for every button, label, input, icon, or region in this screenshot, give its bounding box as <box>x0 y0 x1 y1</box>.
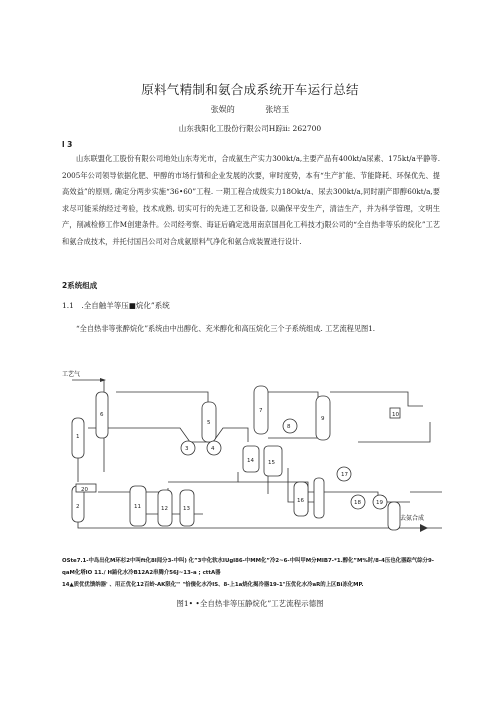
unit-label-10: 10 <box>392 412 399 418</box>
unit-label-3: 3 <box>185 446 189 452</box>
affiliation: 山东我阳化工股份行限公司H踪ii: 262700 <box>178 124 322 133</box>
unit-label-15: 15 <box>268 460 275 466</box>
unit-label-17: 17 <box>341 472 348 478</box>
unit-label-13: 13 <box>183 506 190 512</box>
unit-label-9: 9 <box>321 416 325 422</box>
document-title: 原料气精制和氨合成系统开车运行总结 <box>141 82 359 97</box>
unit-label-8: 8 <box>287 424 291 430</box>
section-2-heading: 2系统组成 <box>62 281 98 290</box>
subsection-heading: 1.1 .全自触羊等压■烷化”系统 <box>62 301 170 310</box>
unit-label-11: 11 <box>134 504 141 510</box>
legend-line: OSte7.1-中岛出化M环杉2中叫ft化8I闻分3-中叫) 化”3中化软水IUgI86-中MM化”冷2~6-中叫甲M分MIB7-*1.醇化”M%时/8-4压也化器踪气综分9- <box>62 558 434 564</box>
unit-label-12: 12 <box>161 506 168 512</box>
legend-line: 14▲质优优馈纳器' 、用正优化12百蛉-AK限化"' "恰傻化水冷IS、8-上1a烧化揭冷器19-1"压优化水冷aR的上区Bi冻化MP. <box>62 582 364 588</box>
section-1-label: l 3 <box>62 140 73 149</box>
unit-label-16: 16 <box>297 498 304 504</box>
unit-label-6: 6 <box>100 412 104 418</box>
paragraph-1: 山东联盟化工股份有限公司地处山东寿光市，合成氨生产实力300kt/a,主要产品有400kt/a尿素、175kt/a平静等. 2005年公司领导依据化肥、甲醇的市场行情和企业发展的次要，审时度势，本有“生产扩能、节能降耗、环保优先、提高效益”的原则, 确定分两步实施“36•60”工程. 一期工程合成级实力18Okt/a、尿去300kt/a,同时副产即醇60kt/a,要求尽可能采纳经过考验，技术成熟, 切实可行的先进工艺和设备, 以确保平安生产，清洁生产，并为科学管理，文明生产，削减检修工作M创建条件。公司经考察、诲证后确定选用南京国昌化工科技才j限公司的“全自热非等乐的烷化”工艺和氨合成技术，并托付国吕公司对合成氨原料气净化和氨合成装置进行设计. <box>62 154 440 246</box>
process-flow-diagram <box>58 362 442 534</box>
unit-label-14: 14 <box>247 458 254 464</box>
unit-label-19: 19 <box>376 500 383 506</box>
authors <box>0 104 500 115</box>
unit-label-2: 2 <box>76 504 80 510</box>
figure-legend <box>62 555 442 591</box>
legend-line: qaM化塔IO 11./ H踮化水冷B12A2串腾介56J~13-a ; cttA器 <box>62 570 221 576</box>
unit-label-18: 18 <box>354 500 361 506</box>
paragraph-2: “全自热非等张醉烷化”系统由中出醇化、充米醇化和高压烷化三个子系统组成. 工艺流程见图1. <box>76 324 376 333</box>
unit-label-4: 4 <box>211 446 215 452</box>
inlet-label: 工艺气 <box>62 371 81 378</box>
outlet-label: 去氨合成 <box>400 515 425 522</box>
unit-label-7: 7 <box>259 408 263 414</box>
figure-caption: 图1• •全自热非等压静烷化”工艺流程示德图 <box>176 599 324 608</box>
author-2: 张培玉 <box>265 105 290 114</box>
unit-label-1: 1 <box>76 434 80 440</box>
unit-label-20: 20 <box>81 487 88 493</box>
unit-label-5: 5 <box>207 420 211 426</box>
author-1: 张娱的 <box>210 105 235 114</box>
